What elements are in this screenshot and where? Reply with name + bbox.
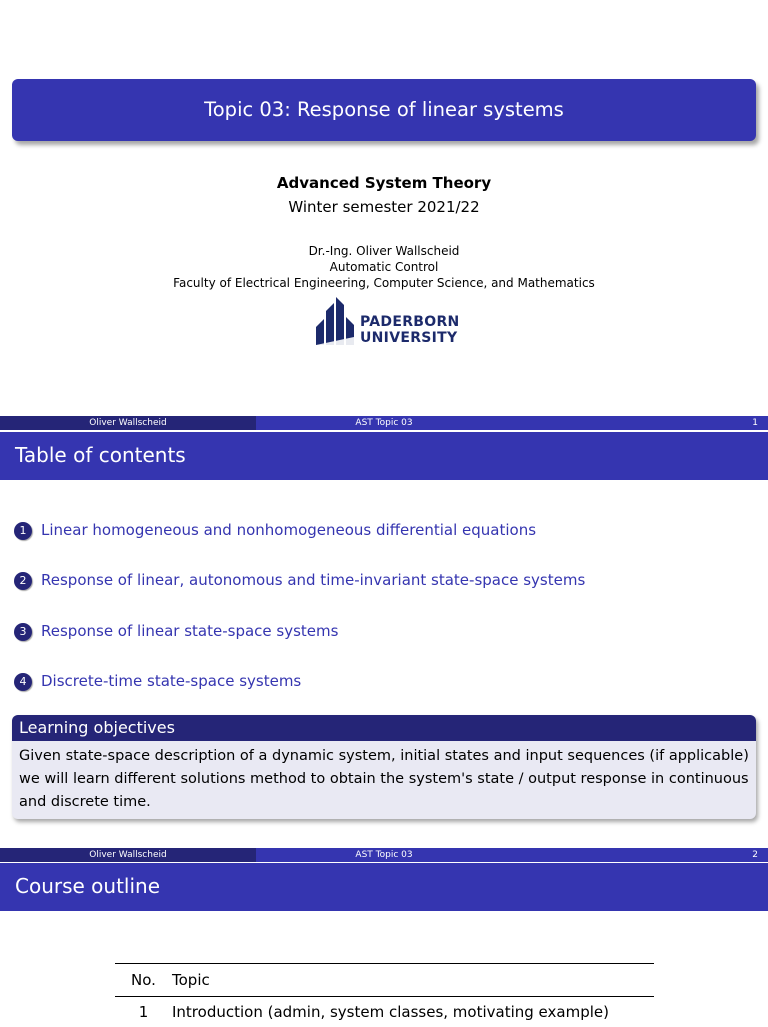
footer-bar-1 <box>0 416 768 430</box>
row-topic: Introduction (admin, system classes, motivating example) <box>172 997 654 1027</box>
university-logo-icon <box>314 297 356 347</box>
row-number: 1 <box>115 997 172 1027</box>
toc-item-label: Response of linear, autonomous and time-invariant state-space systems <box>41 571 585 589</box>
logo-text-line1: PADERBORN <box>360 314 460 330</box>
outline-frame-title: Course outline <box>0 863 768 911</box>
title-slide <box>0 0 768 416</box>
toc-item-label: Discrete-time state-space systems <box>41 672 301 690</box>
toc-item-2[interactable] <box>14 570 585 590</box>
toc-number-badge: 3 <box>14 623 32 641</box>
toc-item-1[interactable] <box>14 520 536 540</box>
learning-objectives-block <box>12 715 756 819</box>
logo-text-line2: UNIVERSITY <box>360 330 457 346</box>
footer-short-title: AST Topic 03 <box>256 416 512 430</box>
block-body: Given state-space description of a dynamic system, initial states and input sequences (if applicable) we will learn different solutions method to obtain the system's state / output response in continuous and discrete time. <box>12 741 756 814</box>
footer-author: Oliver Wallscheid <box>0 848 256 862</box>
table-header-row <box>115 964 654 997</box>
column-header-no: No. <box>115 964 172 997</box>
faculty: Faculty of Electrical Engineering, Computer Science, and Mathematics <box>0 276 768 290</box>
footer-short-title: AST Topic 03 <box>256 848 512 862</box>
course-outline-table <box>115 963 654 1027</box>
department: Automatic Control <box>0 260 768 274</box>
toc-item-4[interactable] <box>14 671 301 691</box>
author: Dr.-Ing. Oliver Wallscheid <box>0 244 768 258</box>
university-logo <box>314 297 464 349</box>
toc-item-3[interactable] <box>14 621 338 641</box>
presentation-title: Topic 03: Response of linear systems <box>12 79 756 141</box>
block-title: Learning objectives <box>12 715 756 741</box>
toc-number-badge: 2 <box>14 572 32 590</box>
footer-page-number: 2 <box>512 848 768 862</box>
table-row <box>115 997 654 1027</box>
column-header-topic: Topic <box>172 964 654 997</box>
footer-page-number: 1 <box>512 416 768 430</box>
toc-number-badge: 1 <box>14 522 32 540</box>
toc-frame-title: Table of contents <box>0 432 768 480</box>
toc-item-label: Linear homogeneous and nonhomogeneous differential equations <box>41 521 536 539</box>
toc-number-badge: 4 <box>14 673 32 691</box>
course-name: Advanced System Theory <box>0 174 768 192</box>
toc-item-label: Response of linear state-space systems <box>41 622 338 640</box>
semester: Winter semester 2021/22 <box>0 198 768 216</box>
footer-bar-2 <box>0 848 768 862</box>
footer-author: Oliver Wallscheid <box>0 416 256 430</box>
